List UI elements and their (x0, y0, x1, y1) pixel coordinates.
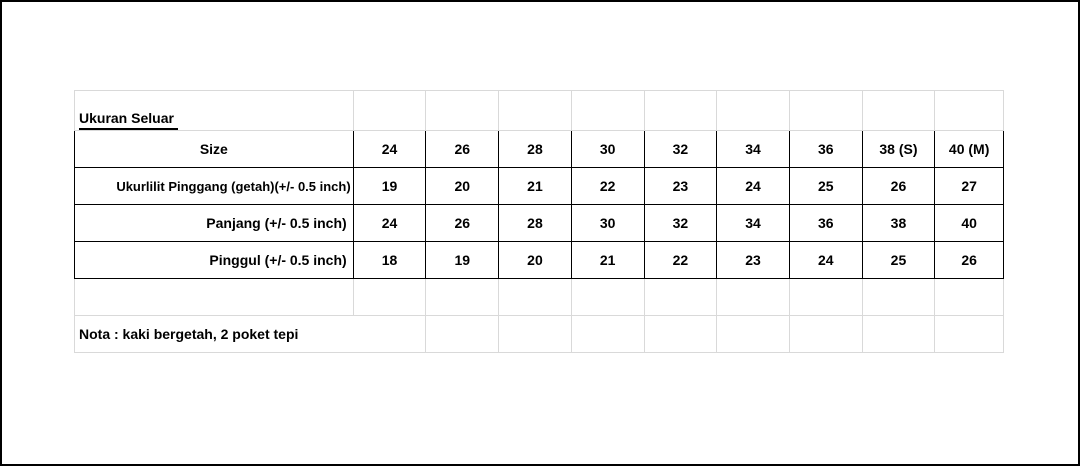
table-row (75, 205, 1004, 242)
length-30: 30 (571, 205, 644, 242)
empty-cell (862, 279, 935, 316)
row-label-waist: Ukurlilit Pinggang (getah)(+/- 0.5 inch) (75, 168, 354, 205)
header-size-30: 30 (571, 131, 644, 168)
empty-cell (789, 316, 862, 353)
row-label-length: Panjang (+/- 0.5 inch) (75, 205, 354, 242)
hip-38s: 25 (862, 242, 935, 279)
empty-cell (426, 91, 499, 131)
empty-cell (499, 316, 572, 353)
length-38s: 38 (862, 205, 935, 242)
waist-30: 22 (571, 168, 644, 205)
title-row (75, 91, 1004, 131)
empty-cell (935, 316, 1004, 353)
header-size-24: 24 (353, 131, 426, 168)
empty-cell (571, 91, 644, 131)
hip-28: 20 (499, 242, 572, 279)
title-cell (75, 91, 354, 131)
length-34: 34 (717, 205, 790, 242)
empty-cell (717, 91, 790, 131)
size-chart-sheet (74, 90, 1004, 353)
table-header-row (75, 131, 1004, 168)
empty-cell (789, 91, 862, 131)
empty-cell (571, 279, 644, 316)
waist-40m: 27 (935, 168, 1004, 205)
empty-cell (862, 316, 935, 353)
empty-cell (862, 91, 935, 131)
hip-30: 21 (571, 242, 644, 279)
header-size-label: Size (75, 131, 354, 168)
note-row (75, 316, 1004, 353)
hip-34: 23 (717, 242, 790, 279)
empty-cell (499, 279, 572, 316)
length-26: 26 (426, 205, 499, 242)
empty-cell (353, 279, 426, 316)
row-label-hip: Pinggul (+/- 0.5 inch) (75, 242, 354, 279)
waist-32: 23 (644, 168, 717, 205)
hip-32: 22 (644, 242, 717, 279)
header-size-40m: 40 (M) (935, 131, 1004, 168)
hip-40m: 26 (935, 242, 1004, 279)
table-row (75, 242, 1004, 279)
empty-cell (717, 316, 790, 353)
length-40m: 40 (935, 205, 1004, 242)
empty-cell (644, 316, 717, 353)
waist-24: 19 (353, 168, 426, 205)
size-chart-table (74, 90, 1004, 353)
length-32: 32 (644, 205, 717, 242)
empty-cell (789, 279, 862, 316)
empty-cell (426, 279, 499, 316)
length-36: 36 (789, 205, 862, 242)
waist-36: 25 (789, 168, 862, 205)
length-28: 28 (499, 205, 572, 242)
empty-cell (644, 279, 717, 316)
header-size-34: 34 (717, 131, 790, 168)
note-text: Nota : kaki bergetah, 2 poket tepi (75, 316, 426, 353)
spacer-row (75, 279, 1004, 316)
empty-cell (571, 316, 644, 353)
hip-26: 19 (426, 242, 499, 279)
header-size-36: 36 (789, 131, 862, 168)
header-size-32: 32 (644, 131, 717, 168)
table-row (75, 168, 1004, 205)
empty-cell (935, 279, 1004, 316)
waist-26: 20 (426, 168, 499, 205)
hip-24: 18 (353, 242, 426, 279)
empty-cell (426, 316, 499, 353)
waist-34: 24 (717, 168, 790, 205)
empty-cell (75, 279, 354, 316)
waist-38s: 26 (862, 168, 935, 205)
empty-cell (644, 91, 717, 131)
waist-28: 21 (499, 168, 572, 205)
length-24: 24 (353, 205, 426, 242)
page-title: Ukuran Seluar (79, 111, 178, 130)
header-size-38s: 38 (S) (862, 131, 935, 168)
header-size-26: 26 (426, 131, 499, 168)
empty-cell (717, 279, 790, 316)
empty-cell (499, 91, 572, 131)
empty-cell (353, 91, 426, 131)
header-size-28: 28 (499, 131, 572, 168)
hip-36: 24 (789, 242, 862, 279)
empty-cell (935, 91, 1004, 131)
